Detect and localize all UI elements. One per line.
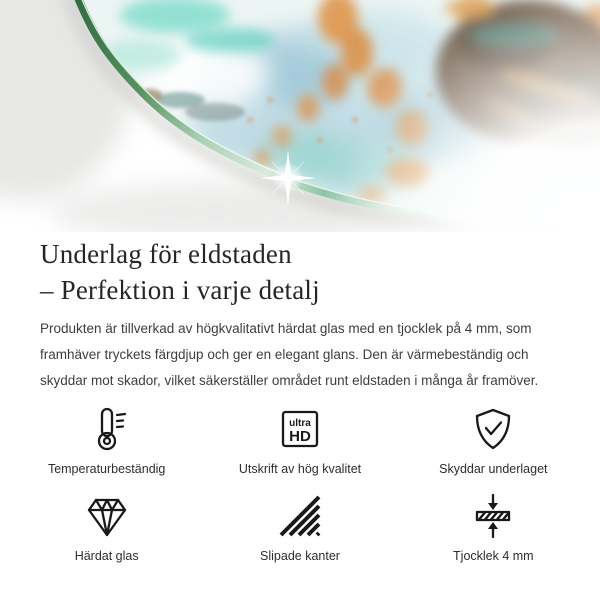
product-description: Produkten är tillverkad av högkvalitativt härdat glas med en tjocklek på 4 mm, som framhäver tryckets färgdjup och ger en elegant glans. Den är värmebeständig och skyddar mot skador, vilket säkerställer området runt eldstaden i många år framöver. <box>40 321 539 388</box>
feature-thickness <box>397 491 590 564</box>
product-hero-image <box>0 0 600 232</box>
feature-temperature-resistant <box>10 404 203 477</box>
feature-print-quality <box>203 404 396 477</box>
feature-grid <box>10 404 590 564</box>
thickness-icon <box>469 491 517 541</box>
feature-label: Skyddar underlaget <box>439 462 548 476</box>
page-title-line1: Underlag för eldstaden <box>40 239 292 269</box>
ultra-hd-badge-bottom: HD <box>289 428 311 445</box>
glass-panel-artwork <box>0 0 600 232</box>
feature-label: Utskrift av hög kvalitet <box>238 462 362 476</box>
feature-label: Tjocklek 4 mm <box>453 549 534 563</box>
thermometer-icon <box>83 404 131 454</box>
feature-label: Slipade kanter <box>260 549 340 563</box>
page-title <box>40 236 560 308</box>
ultra-hd-badge-top: ultra <box>289 418 311 429</box>
page-title-line2: – Perfektion i varje detalj <box>40 275 320 305</box>
beveled-edges-icon <box>276 491 324 541</box>
shield-check-icon <box>469 404 517 454</box>
feature-label: Härdat glas <box>74 549 139 563</box>
feature-tempered-glass <box>10 491 203 564</box>
feature-polished-edges <box>203 491 396 564</box>
feature-protects-surface <box>397 404 590 477</box>
content-section <box>0 236 600 564</box>
diamond-icon <box>83 491 131 541</box>
ultra-hd-icon <box>276 404 324 454</box>
feature-label: Temperaturbeständig <box>47 462 166 476</box>
